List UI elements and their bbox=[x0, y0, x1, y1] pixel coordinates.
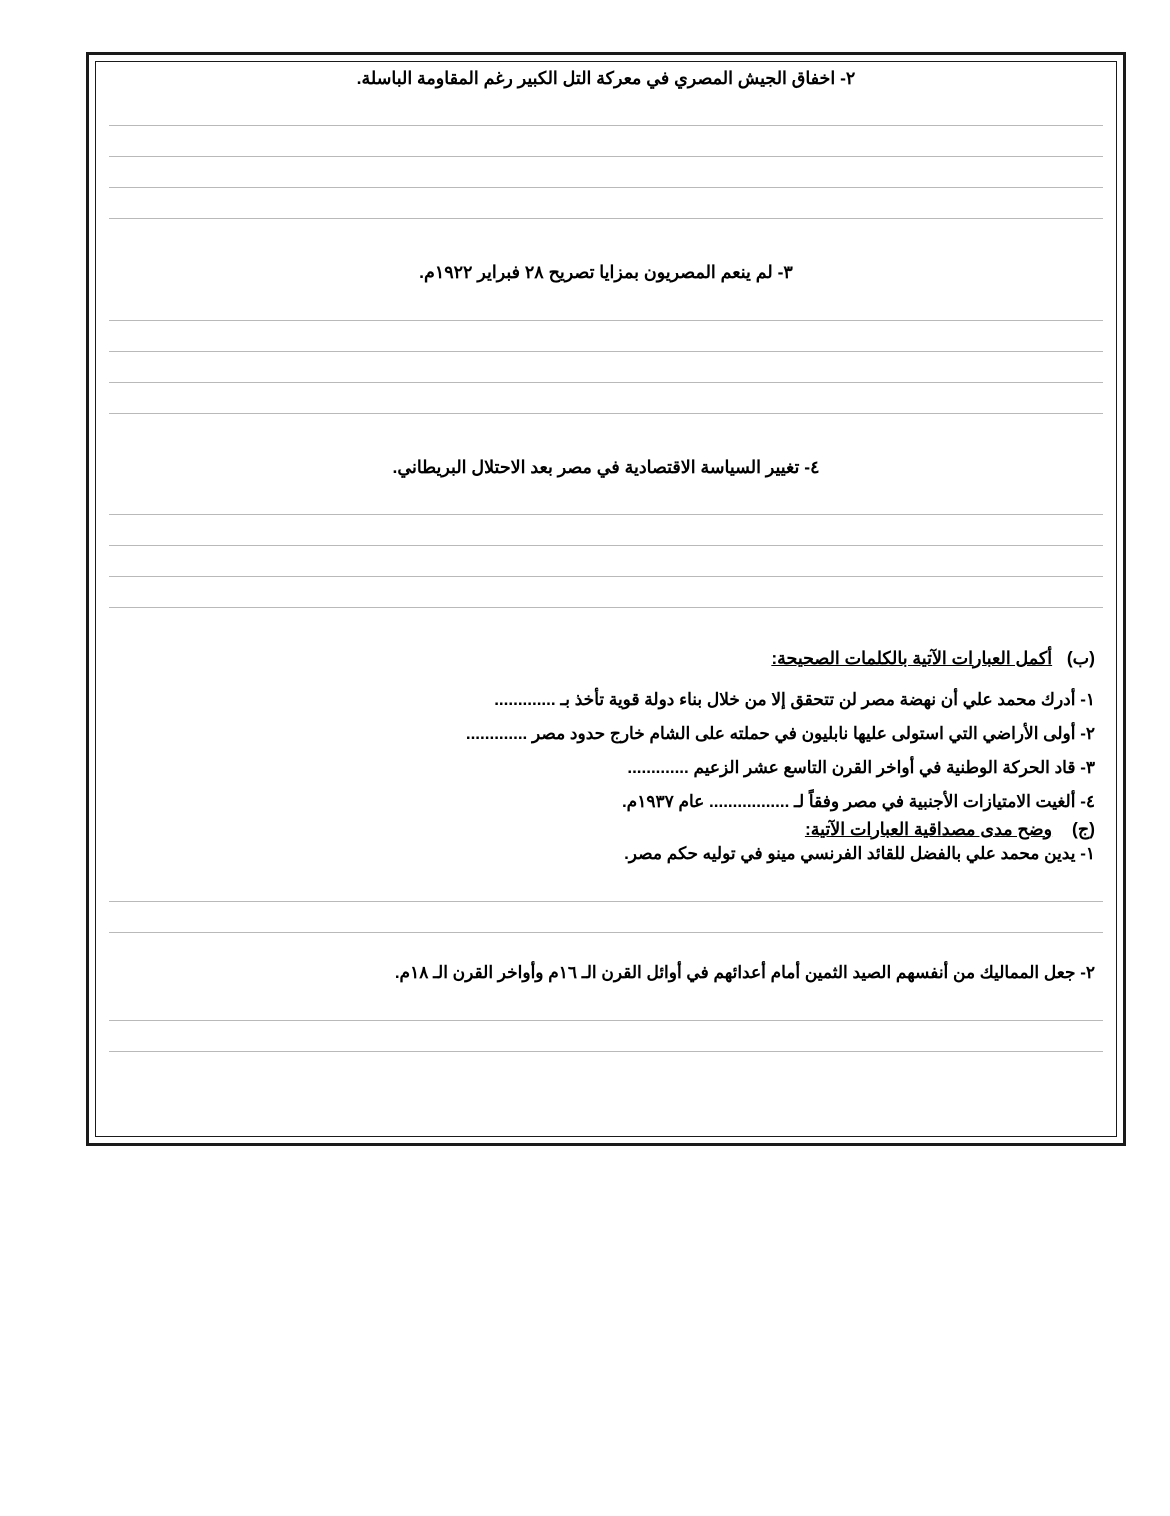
answer-lines-a2 bbox=[103, 95, 1109, 219]
section-b-item bbox=[103, 683, 1109, 717]
item-number: ٤- bbox=[1080, 791, 1095, 811]
question-text: لم ينعم المصريون بمزايا تصريح ٢٨ فبراير ١٩٢٢م. bbox=[419, 262, 773, 283]
item-number: ٢- bbox=[1080, 962, 1095, 982]
spacer bbox=[103, 669, 1109, 683]
section-b-item bbox=[103, 717, 1109, 751]
rule-gap bbox=[103, 577, 1109, 607]
rule-gap bbox=[103, 1021, 1109, 1051]
rule-gap bbox=[103, 871, 1109, 901]
item-text: قاد الحركة الوطنية في أواخر القرن التاسع عشر الزعيم ............. bbox=[627, 757, 1076, 777]
section-b-title: أكمل العبارات الآتية بالكلمات الصحيحة: bbox=[771, 647, 1053, 668]
rule-gap bbox=[103, 546, 1109, 576]
rule-gap bbox=[103, 515, 1109, 545]
section-b-heading bbox=[103, 648, 1109, 669]
item-number: ٢- bbox=[1080, 723, 1095, 743]
rule-gap bbox=[103, 383, 1109, 413]
item-text: جعل المماليك من أنفسهم الصيد الثمين أمام أعدائهم في أوائل القرن الـ ١٦م وأواخر القرن الـ ١٨م. bbox=[394, 962, 1076, 982]
rule-gap bbox=[103, 95, 1109, 125]
section-c-label: (ج) bbox=[1072, 818, 1095, 839]
section-c-heading bbox=[103, 819, 1109, 840]
rule-gap bbox=[103, 290, 1109, 320]
question-item bbox=[103, 454, 1109, 480]
item-number: ١- bbox=[1080, 689, 1095, 709]
item-text: أولى الأراضي التي استولى عليها نابليون في حملته على الشام خارج حدود مصر ............. bbox=[465, 723, 1076, 743]
question-text: تغيير السياسة الاقتصادية في مصر بعد الاحتلال البريطاني. bbox=[392, 456, 800, 477]
section-b-label: (ب) bbox=[1066, 647, 1095, 668]
answer-lines-c2 bbox=[103, 990, 1109, 1052]
answer-rule bbox=[109, 1051, 1103, 1052]
spacer bbox=[103, 219, 1109, 259]
item-number: ٣- bbox=[1080, 757, 1095, 777]
question-text: اخفاق الجيش المصري في معركة التل الكبير رغم المقاومة الباسلة. bbox=[356, 68, 836, 88]
rule-gap bbox=[103, 990, 1109, 1020]
section-c-title: وضح مدى مصداقية العبارات الآتية: bbox=[804, 818, 1053, 839]
answer-lines-a4 bbox=[103, 484, 1109, 608]
rule-gap bbox=[103, 321, 1109, 351]
spacer bbox=[103, 414, 1109, 454]
rule-gap bbox=[103, 352, 1109, 382]
answer-lines-a3 bbox=[103, 290, 1109, 414]
rule-gap bbox=[103, 157, 1109, 187]
rule-gap bbox=[103, 188, 1109, 218]
question-item bbox=[103, 259, 1109, 285]
exam-frame bbox=[86, 52, 1126, 1146]
exam-content bbox=[103, 65, 1109, 1133]
rule-gap bbox=[103, 902, 1109, 932]
rule-gap bbox=[103, 484, 1109, 514]
answer-lines-c1 bbox=[103, 871, 1109, 933]
question-number: ٣- bbox=[777, 262, 793, 283]
item-number: ١- bbox=[1080, 843, 1095, 863]
spacer bbox=[103, 608, 1109, 648]
rule-gap bbox=[103, 126, 1109, 156]
item-text: ألغيت الامتيازات الأجنبية في مصر وفقاً لـ ................. عام ١٩٣٧م. bbox=[621, 791, 1076, 811]
section-c-item bbox=[103, 840, 1109, 867]
item-text: أدرك محمد علي أن نهضة مصر لن تتحقق إلا من خلال بناء دولة قوية تأخذ بـ ............. bbox=[494, 689, 1076, 709]
section-b-item bbox=[103, 785, 1109, 819]
question-number: ٤- bbox=[804, 456, 820, 477]
item-text: يدين محمد علي بالفضل للقائد الفرنسي مينو في توليه حكم مصر. bbox=[624, 843, 1076, 863]
section-c-item bbox=[103, 959, 1109, 986]
question-item bbox=[103, 65, 1109, 91]
spacer bbox=[103, 933, 1109, 959]
section-b-item bbox=[103, 751, 1109, 785]
question-number: ٢- bbox=[840, 68, 856, 88]
paper-sheet bbox=[18, 12, 1152, 1504]
